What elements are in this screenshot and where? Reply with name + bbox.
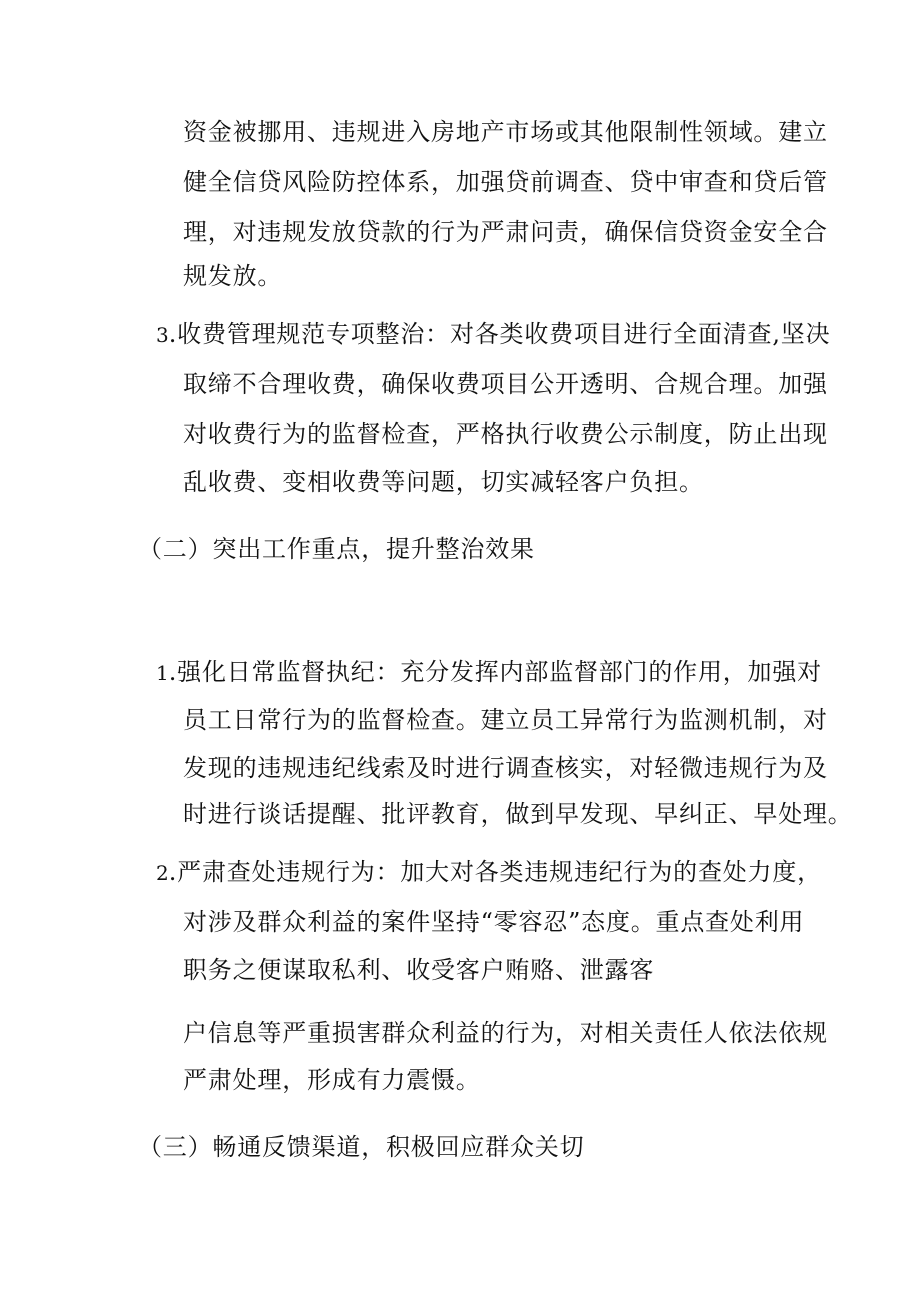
list-item-number: 3: [156, 323, 169, 347]
paragraph-line: 严肃处理，形成有力震慑。: [183, 1066, 481, 1094]
paragraph-line: 发现的违规违纪线索及时进行调查核实，对轻微违规行为及: [183, 754, 828, 782]
paragraph-line: 健全信贷风险防控体系，加强贷前调查、贷中审查和贷后管: [183, 168, 828, 196]
section-heading: （二）突出工作重点，提升整治效果: [138, 535, 535, 563]
list-item-number: 1: [156, 661, 169, 685]
list-item-text: .强化日常监督执纪：充分发挥内部监督部门的作用，加强对: [168, 658, 822, 686]
list-item-text: .收费管理规范专项整治：对各类收费项目进行全面清查,坚决: [168, 320, 831, 348]
paragraph-line: 时进行谈话提醒、批评教育，做到早发现、早纠正、早处理。: [183, 800, 853, 828]
paragraph-line: 对涉及群众利益的案件坚持“零容忍”态度。重点查处利用: [183, 908, 805, 936]
paragraph-line: 户信息等严重损害群众利益的行为，对相关责任人依法依规: [183, 1019, 828, 1047]
paragraph-line: 员工日常行为的监督检查。建立员工异常行为监测机制，对: [183, 706, 828, 734]
list-item-2-first-line: [156, 860, 822, 885]
paragraph-line: 对收费行为的监督检查，严格执行收费公示制度，防止出现: [183, 420, 828, 448]
list-item-text: .严肃查处违规行为：加大对各类违规违纪行为的查处力度，: [168, 858, 822, 886]
list-item-3-first-line: [156, 322, 830, 347]
paragraph-line: 理，对违规发放贷款的行为严肃问责，确保信贷资金安全合: [183, 218, 828, 246]
paragraph-line: 职务之便谋取私利、收受客户贿赂、泄露客: [183, 956, 655, 984]
paragraph-line: 乱收费、变相收费等问题，切实减轻客户负担。: [183, 468, 704, 496]
paragraph-line: 取缔不合理收费，确保收费项目公开透明、合规合理。加强: [183, 370, 828, 398]
paragraph-line: 资金被挪用、违规进入房地产市场或其他限制性领域。建立: [183, 118, 828, 146]
paragraph-line: 规发放。: [183, 262, 283, 290]
list-item-number: 2: [156, 861, 169, 885]
section-heading: （三）畅通反馈渠道，积极回应群众关切: [138, 1133, 585, 1161]
list-item-1-first-line: [156, 660, 822, 685]
